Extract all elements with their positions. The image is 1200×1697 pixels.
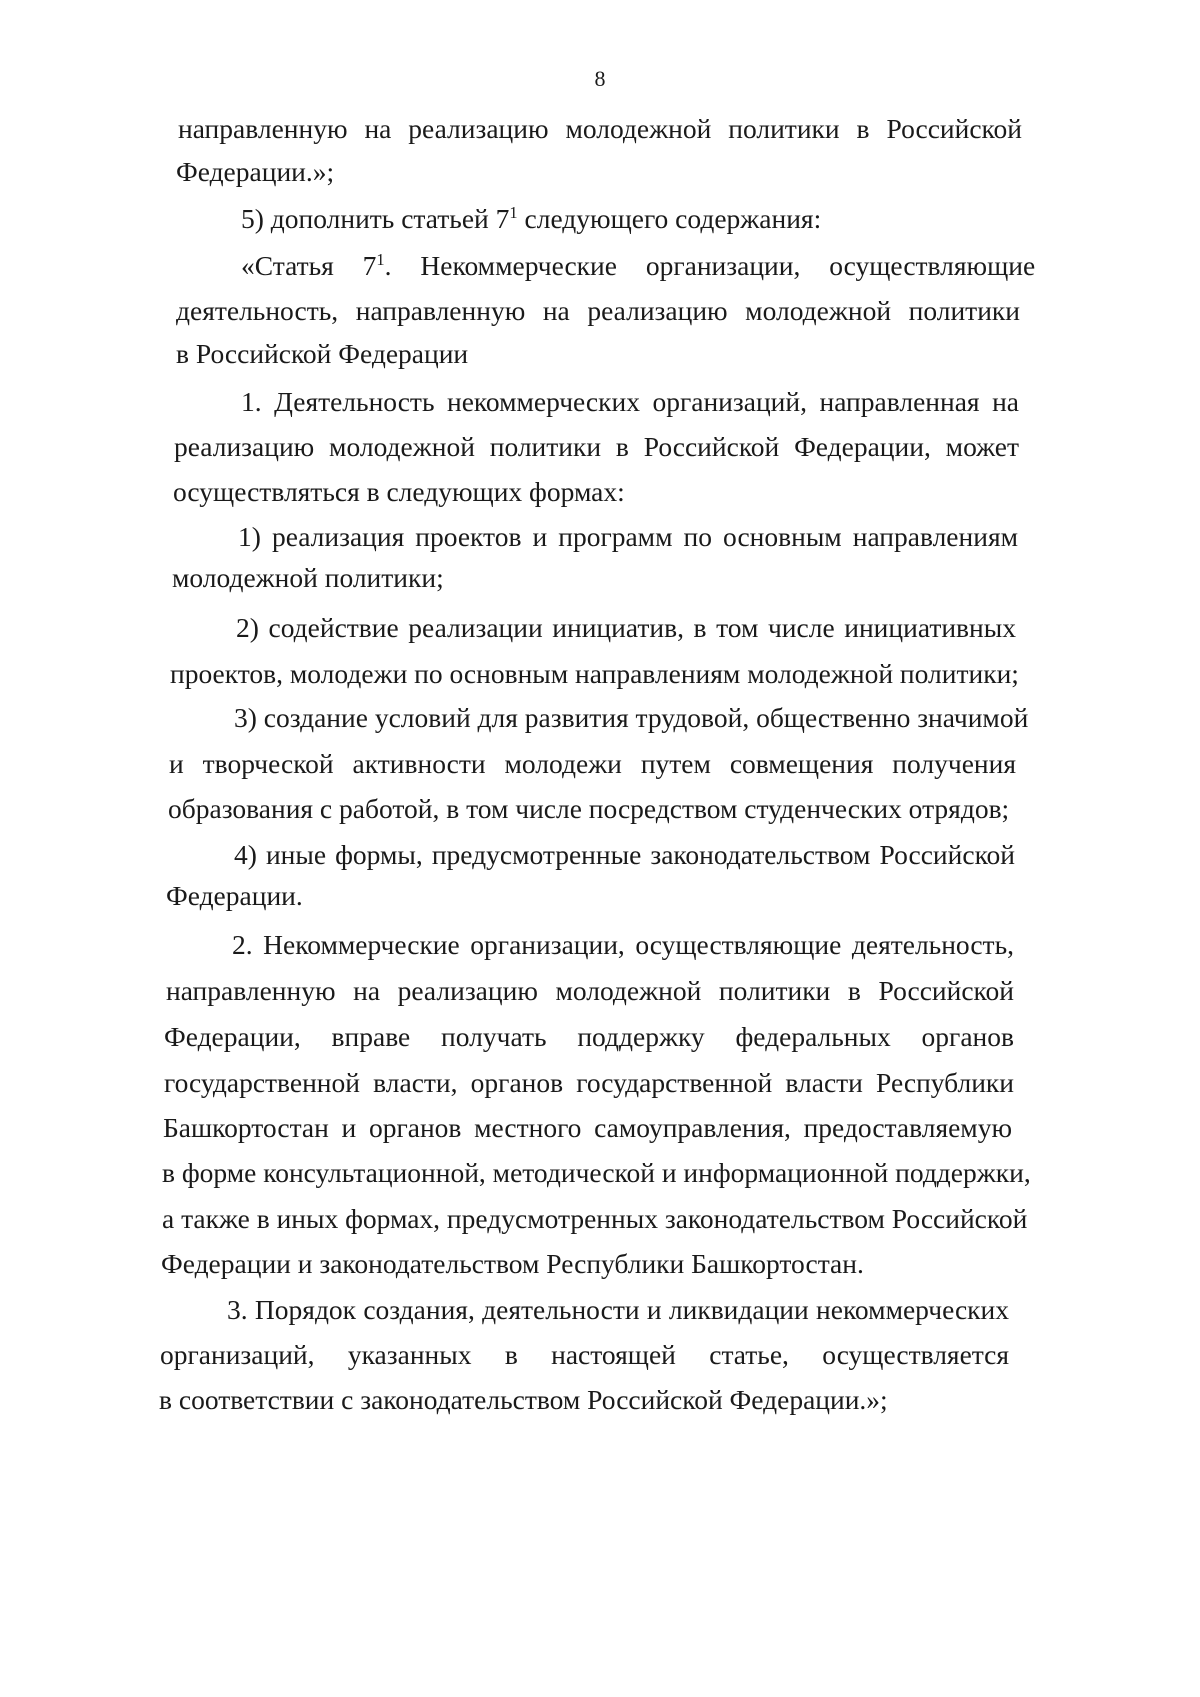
text-line: Башкортостан и органов местного самоуправления, предоставляемую <box>163 1112 1012 1143</box>
article-heading-line <box>241 249 1036 281</box>
text-line: в форме консультационной, методической и информационной поддержки, <box>162 1157 1031 1188</box>
text-line: 1) реализация проектов и программ по основным направлениям <box>238 521 1018 552</box>
text-line: 2. Некоммерческие организации, осуществляющие деятельность, <box>232 929 1014 960</box>
text-line: 3. Порядок создания, деятельности и ликвидации некоммерческих <box>227 1294 1009 1325</box>
text-line: Федерации и законодательством Республики Башкортостан. <box>161 1248 864 1279</box>
text-line: Федерации, вправе получать поддержку федеральных органов <box>164 1021 1014 1052</box>
text-line: проектов, молодежи по основным направлениям молодежной политики; <box>170 658 1019 689</box>
superscript: 1 <box>509 202 518 222</box>
text-line: направленную на реализацию молодежной политики в Российской <box>178 113 1022 144</box>
text-line: Федерации. <box>166 880 303 911</box>
text-line <box>241 202 1021 234</box>
text-line: в соответствии с законодательством Российской Федерации.»; <box>159 1384 888 1415</box>
text-fragment: «Статья 7 <box>241 250 377 281</box>
text-fragment: следующего содержания: <box>524 203 822 234</box>
text-line: 3) создание условий для развития трудовой, общественно значимой <box>234 702 1029 733</box>
text-line: молодежной политики; <box>172 562 444 593</box>
text-line: направленную на реализацию молодежной политики в Российской <box>166 975 1014 1006</box>
text-fragment: 5) дополнить статьей 7 <box>241 203 510 234</box>
page-number: 8 <box>594 66 606 91</box>
text-line: организаций, указанных в настоящей статье, осуществляется <box>160 1339 1009 1370</box>
text-line: государственной власти, органов государственной власти Республики <box>164 1067 1014 1098</box>
text-line: реализацию молодежной политики в Российской Федерации, может <box>174 431 1019 462</box>
text-line: 4) иные формы, предусмотренные законодательством Российской <box>234 839 1015 870</box>
text-line: а также в иных формах, предусмотренных законодательством Российской <box>162 1203 1028 1234</box>
text-line: Федерации.»; <box>176 156 335 187</box>
text-line: 2) содействие реализации инициатив, в том числе инициативных <box>236 612 1016 643</box>
text-line: и творческой активности молодежи путем совмещения получения <box>169 748 1016 779</box>
superscript: 1 <box>376 249 385 269</box>
text-line: 1. Деятельность некоммерческих организаций, направленная на <box>241 386 1019 417</box>
text-line: образования с работой, в том числе посредством студенческих отрядов; <box>168 793 1010 824</box>
text-line: осуществляться в следующих формах: <box>173 476 625 507</box>
text-line: в Российской Федерации <box>176 338 469 369</box>
text-line: деятельность, направленную на реализацию молодежной политики <box>176 295 1020 326</box>
text-fragment: . Некоммерческие организации, осуществляющие <box>384 250 1036 281</box>
